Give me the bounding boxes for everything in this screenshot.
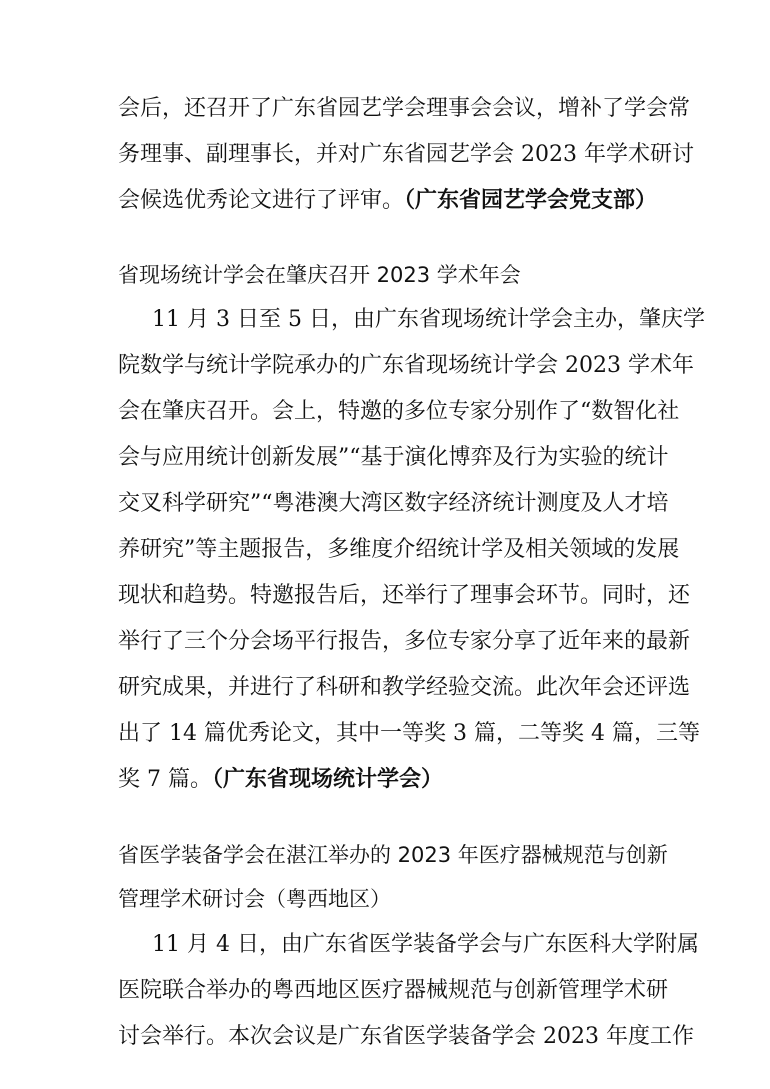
paragraph-line: 11 月 3 日至 5 日，由广东省现场统计学会主办，肇庆学 [152,307,705,332]
paragraph-line: 现状和趋势。特邀报告后，还举行了理事会环节。同时，还 [118,583,691,608]
section-heading: 省现场统计学会在肇庆召开 2023 学术年会 [118,263,521,287]
paragraph-line: 医院联合举办的粤西地区医疗器械规范与创新管理学术研 [118,978,669,1003]
paragraph-line: 举行了三个分会场平行报告，多位专家分享了近年来的最新 [118,629,691,654]
paragraph-line: 会在肇庆召开。会上，特邀的多位专家分别作了“数智化社 [118,399,680,424]
section-heading: 省医学装备学会在湛江举办的 2023 年医疗器械规范与创新 [118,843,668,867]
source-attribution: （广东省园艺学会党支部） [404,188,658,213]
paragraph-line: 出了 14 篇优秀论文，其中一等奖 3 篇，二等奖 4 篇，三等 [118,721,700,746]
paragraph-line: 讨会举行。本次会议是广东省医学装备学会 2023 年度工作 [118,1024,694,1049]
section-heading: 管理学术研讨会（粤西地区） [118,887,391,911]
paragraph-line: 务理事、副理事长，并对广东省园艺学会 2023 年学术研讨 [118,142,694,167]
source-attribution: （广东省现场统计学会） [211,767,443,792]
paragraph-line [0,186,770,216]
paragraph-line: 研究成果，并进行了科研和教学经验交流。此次年会还评选 [118,675,691,700]
paragraph-line: 会与应用统计创新发展”“基于演化博弈及行为实验的统计 [118,445,669,470]
paragraph-line: 11 月 4 日，由广东省医学装备学会与广东医科大学附属 [152,932,699,957]
paragraph-text: 会候选优秀论文进行了评审。 [118,188,405,213]
paragraph-line: 交叉科学研究”“粤港澳大湾区数字经济统计测度及人才培 [118,491,669,516]
paragraph-line [0,765,770,795]
paragraph-line: 院数学与统计学院承办的广东省现场统计学会 2023 学术年 [118,353,694,378]
paragraph-text: 奖 7 篇。 [118,767,212,792]
paragraph-line: 养研究”等主题报告，多维度介绍统计学及相关领域的发展 [118,537,680,562]
paragraph-line: 会后，还召开了广东省园艺学会理事会会议，增补了学会常 [118,96,691,121]
